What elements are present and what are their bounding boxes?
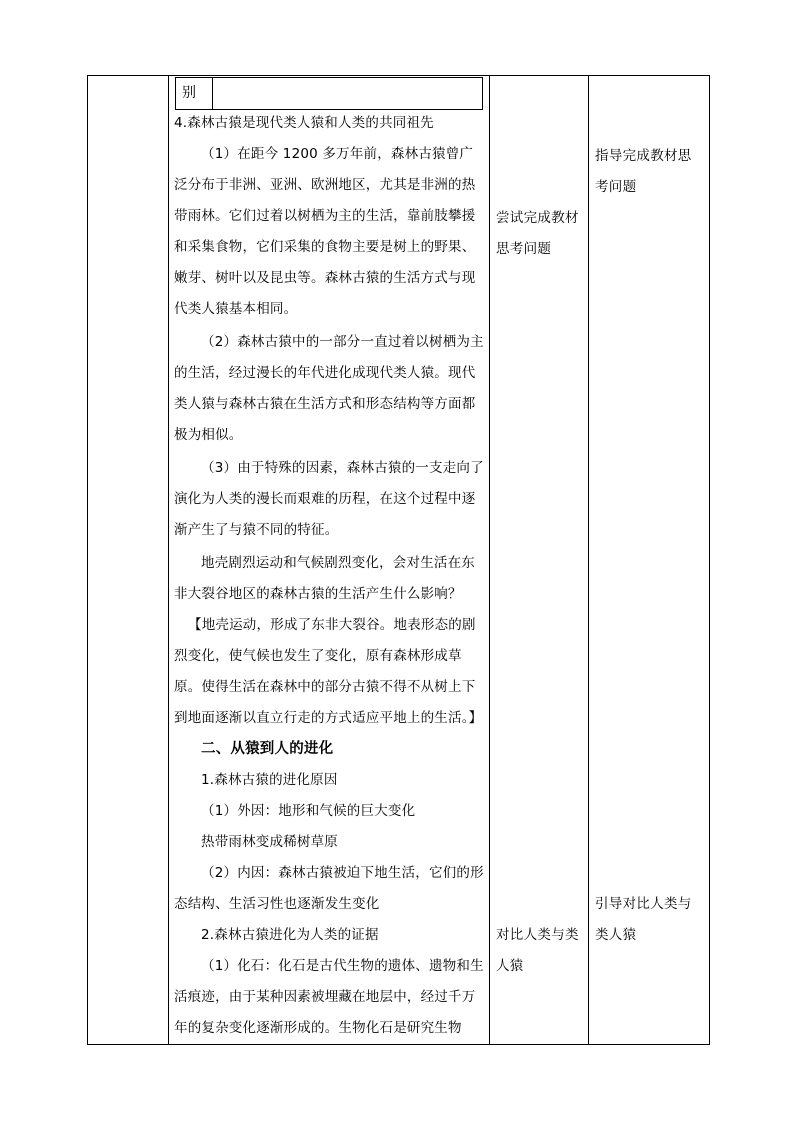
content-column bbox=[169, 76, 490, 1045]
blank-column bbox=[88, 76, 169, 1045]
inner-box-cell: 别 bbox=[176, 78, 213, 109]
teacher-activity-column bbox=[589, 76, 710, 1045]
cause-external-detail: 热带雨林变成稀树草原 bbox=[201, 834, 338, 850]
cause-internal: （2）内因：森林古猿被迫下地生活，它们的形态结构、生活习性也逐渐发生变化 bbox=[174, 865, 484, 912]
section-heading: 二、从猿到人的进化 bbox=[201, 741, 334, 757]
teacher-activity-2: 引导对比人类与类人猿 bbox=[595, 896, 692, 943]
content-text bbox=[169, 108, 489, 1044]
student-activity-1: 尝试完成教材思考问题 bbox=[496, 210, 579, 257]
cause-external: （1）外因：地形和气候的巨大变化 bbox=[201, 803, 416, 819]
student-activity-2: 对比人类与类人猿 bbox=[496, 927, 579, 974]
fossil-evidence: （1）化石：化石是古代生物的遗体、遗物和生活痕迹，由于某种因素被埋藏在地层中，经过千万年的复杂变化逐渐形成的。生物化石是研究生物 bbox=[174, 958, 484, 1036]
paragraph-1: （1）在距今 1200 多万年前，森林古猿曾广泛分布于非洲、亚洲、欧洲地区，尤其是非洲的热带雨林。它们过着以树栖为主的生活，靠前肢攀援和采集食物，它们采集的食物主要是树上的野果、嫩芽、树叶以及昆虫等。森林古猿的生活方式与现代类人猿基本相同。 bbox=[174, 146, 476, 317]
subheading-1: 1.森林古猿的进化原因 bbox=[201, 772, 338, 788]
lesson-table bbox=[87, 75, 710, 1045]
inner-table-fragment bbox=[175, 77, 483, 110]
teacher-activity-1: 指导完成教材思考问题 bbox=[595, 148, 692, 195]
paragraph-2: （2）森林古猿中的一部分一直过着以树栖为主的生活，经过漫长的年代进化成现代类人猿。现代类人猿与森林古猿在生活方式和形态结构等方面都极为相似。 bbox=[174, 334, 484, 443]
question-text: 地壳剧烈运动和气候剧烈变化，会对生活在东非大裂谷地区的森林古猿的生活产生什么影响？ bbox=[174, 555, 475, 602]
student-activity-column bbox=[490, 76, 589, 1045]
paragraph-3: （3）由于特殊的因素，森林古猿的一支走向了演化为人类的漫长而艰难的历程，在这个过程中逐渐产生了与猿不同的特征。 bbox=[174, 460, 484, 538]
answer-text: 【地壳运动，形成了东非大裂谷。地表形态的剧烈变化，使气候也发生了变化，原有森林形成草原。使得生活在森林中的部分古猿不得不从树上下到地面逐渐以直立行走的方式适应平地上的生活。】 bbox=[174, 617, 483, 726]
heading-4: 4.森林古猿是现代类人猿和人类的共同祖先 bbox=[174, 115, 434, 131]
subheading-2: 2.森林古猿进化为人类的证据 bbox=[201, 927, 379, 943]
